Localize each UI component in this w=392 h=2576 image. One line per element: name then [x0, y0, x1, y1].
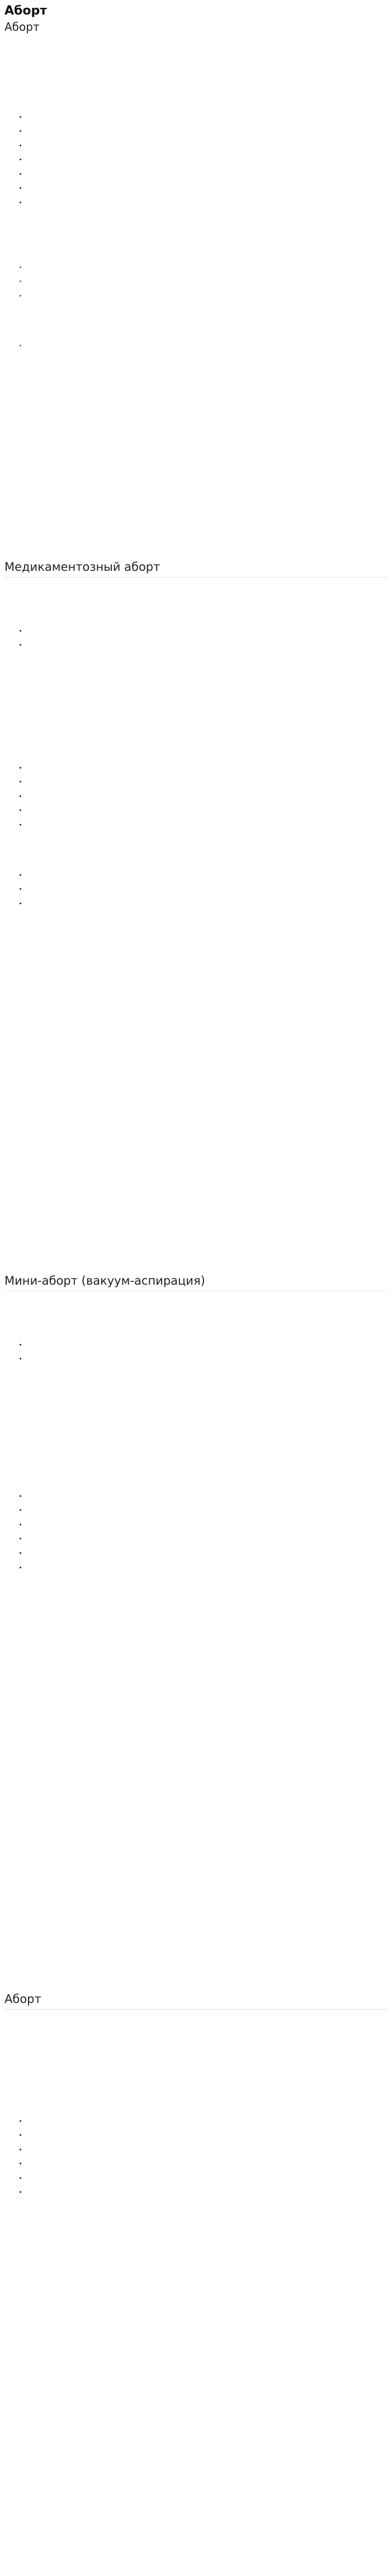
- bullet-list: [4, 870, 388, 908]
- list-item: [27, 2116, 388, 2126]
- paragraph: [4, 97, 388, 106]
- bullet-list: [4, 1339, 388, 1363]
- list-item: [27, 1505, 388, 1515]
- list-item: [27, 819, 388, 829]
- list-item: [27, 2173, 388, 2183]
- spacer: [4, 835, 388, 855]
- link-list-item[interactable]: [27, 262, 388, 272]
- list-item: [27, 2130, 388, 2140]
- page-title: Аборт: [4, 4, 48, 18]
- spacer: [4, 655, 388, 675]
- paragraph: [4, 1447, 388, 1456]
- list-item: [27, 1339, 388, 1349]
- list-item: [27, 2187, 388, 2197]
- list-item: [27, 1548, 388, 1558]
- paragraph: [4, 748, 388, 757]
- list-item: [27, 169, 388, 179]
- spacer: [4, 213, 388, 233]
- list-item: [27, 183, 388, 193]
- paragraph: [4, 855, 388, 864]
- section-heading-abortion: Аборт: [4, 20, 40, 34]
- paragraph: [4, 2058, 388, 2067]
- list-item: [27, 898, 388, 908]
- bullet-list: [4, 626, 388, 650]
- paragraph: [4, 54, 388, 63]
- paragraph: [4, 704, 388, 713]
- link-list-item[interactable]: [27, 340, 388, 350]
- link-list: [4, 262, 388, 300]
- list-item: [27, 776, 388, 786]
- section-heading-medical-abortion: Медикаментозный аборт: [4, 560, 388, 578]
- paragraph: [4, 247, 388, 256]
- paragraph: [4, 733, 388, 742]
- paragraph: [4, 1296, 388, 1305]
- bullet-list: [4, 1491, 388, 1572]
- paragraph: [4, 1462, 388, 1471]
- bullet-list: [4, 762, 388, 829]
- paragraph: [4, 68, 388, 77]
- paragraph: [4, 233, 388, 242]
- section-medical-abortion: [4, 560, 388, 1273]
- bullet-list: [4, 2116, 388, 2197]
- list-item: [27, 1519, 388, 1529]
- list-item: [27, 870, 388, 880]
- paragraph: [4, 675, 388, 684]
- list-item: [27, 1353, 388, 1363]
- list-item: [27, 884, 388, 894]
- link-list-item[interactable]: [27, 276, 388, 286]
- list-item: [27, 140, 388, 150]
- list-item: [27, 626, 388, 636]
- paragraph: [4, 1418, 388, 1427]
- paragraph: [4, 1310, 388, 1319]
- paragraph: [4, 582, 388, 591]
- bullet-list: [4, 112, 388, 207]
- paragraph: [4, 2043, 388, 2052]
- paragraph: [4, 597, 388, 605]
- list-item: [27, 2144, 388, 2154]
- paragraph: [4, 2014, 388, 2023]
- paragraph: [4, 1476, 388, 1485]
- paragraph: [4, 2029, 388, 2038]
- list-item: [27, 126, 388, 136]
- paragraph: [4, 719, 388, 728]
- list-item: [27, 2158, 388, 2168]
- list-item: [27, 791, 388, 801]
- paragraph: [4, 1389, 388, 1398]
- paragraph: [4, 1404, 388, 1413]
- article-body: [4, 3, 388, 2576]
- list-item: [27, 1533, 388, 1543]
- paragraph: [4, 2072, 388, 2081]
- paragraph: [4, 611, 388, 620]
- section-heading-abortion-surgical: Аборт: [4, 1992, 388, 2010]
- paragraph: [4, 326, 388, 335]
- list-item: [27, 640, 388, 650]
- paragraph: [4, 1433, 388, 1442]
- list-item: [27, 1562, 388, 1572]
- paragraph: [4, 1325, 388, 1334]
- list-item: [27, 805, 388, 815]
- list-item: [27, 197, 388, 207]
- spacer: [4, 1369, 388, 1389]
- paragraph: [4, 39, 388, 48]
- section-mini-abortion: [4, 1273, 388, 1992]
- section-surgical-abortion: [4, 1992, 388, 2576]
- section-abortion-intro: [4, 20, 388, 560]
- list-item: [27, 1491, 388, 1501]
- list-item: [27, 762, 388, 772]
- section-heading-mini-abortion: Мини-аборт (вакуум-аспирация): [4, 1273, 388, 1291]
- paragraph: [4, 2101, 388, 2110]
- paragraph: [4, 690, 388, 699]
- link-list: [4, 340, 388, 350]
- paragraph: [4, 83, 388, 92]
- spacer: [4, 306, 388, 326]
- list-item: [27, 112, 388, 122]
- paragraph: [4, 2087, 388, 2096]
- list-item: [27, 154, 388, 164]
- link-list-item[interactable]: [27, 290, 388, 300]
